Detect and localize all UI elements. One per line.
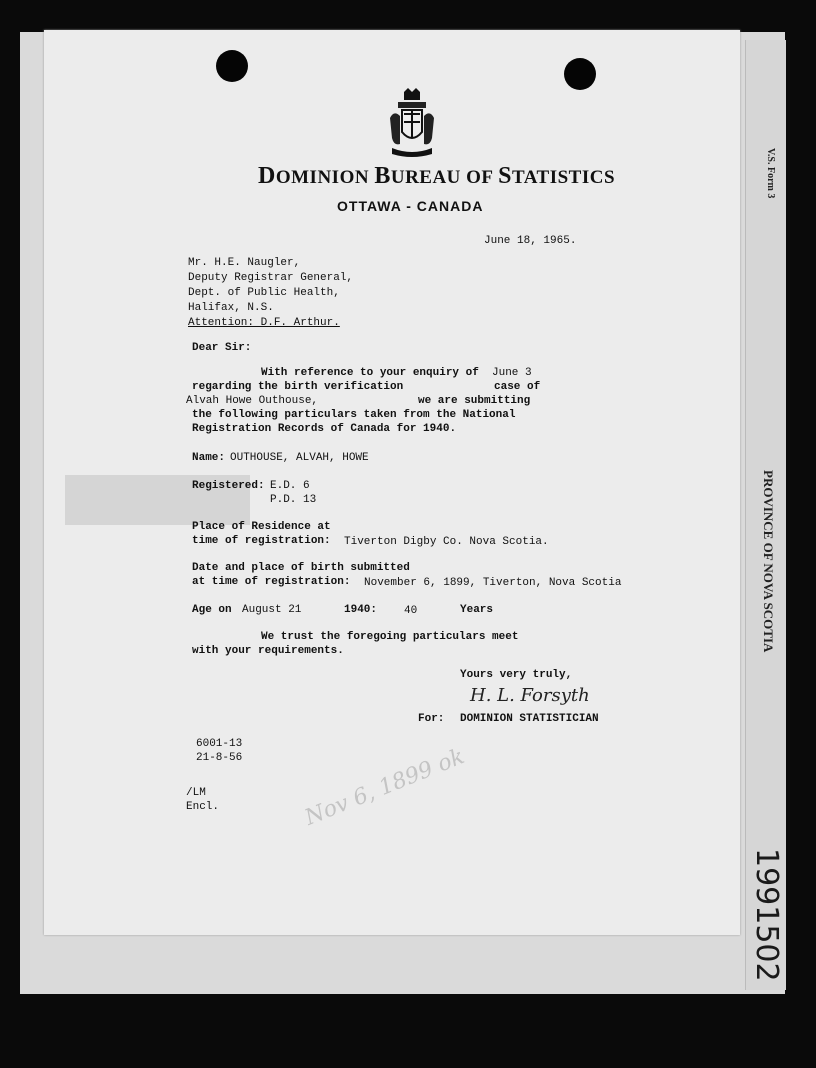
birth-label: Date and place of birth submitted: [192, 562, 410, 574]
subject-name: Alvah Howe Outhouse,: [186, 395, 319, 407]
letter-date: June 18, 1965.: [484, 235, 577, 247]
typist-initials: /LM: [186, 787, 206, 799]
for-label: For:: [418, 713, 445, 725]
signatory: DOMINION STATISTICIAN: [460, 713, 599, 725]
body-text: regarding the birth verification: [192, 381, 404, 393]
age-date: August 21: [242, 604, 302, 616]
closing-text: We trust the foregoing particulars meet: [261, 631, 519, 643]
age-label: Age on: [192, 604, 232, 616]
age-value: 40: [404, 605, 418, 617]
body-text: we are submitting: [418, 395, 531, 407]
signature: H. L. Forsyth: [470, 685, 590, 706]
ed-value: E.D. 6: [270, 480, 310, 492]
body-text: the following particulars taken from the National: [192, 409, 516, 421]
file-number-handwritten: 1991502: [749, 848, 784, 982]
recipient-line: Halifax, N.S.: [188, 302, 274, 314]
punch-hole: [564, 58, 596, 90]
age-unit: Years: [460, 604, 494, 616]
body-text: Registration Records of Canada for 1940.: [192, 423, 457, 435]
coat-of-arms-icon: [388, 88, 436, 158]
valediction: Yours very truly,: [460, 669, 573, 681]
recipient-line: Mr. H.E. Naugler,: [188, 257, 301, 269]
recipient-line: Dept. of Public Health,: [188, 287, 340, 299]
form-number: V.S. Form 3: [765, 148, 776, 199]
birth-label: at time of registration:: [192, 576, 351, 588]
reference-number: 6001-13: [196, 738, 243, 750]
handwritten-note: Nov 6, 1899 ok: [301, 744, 468, 831]
salutation: Dear Sir:: [192, 342, 252, 354]
name-label: Name:: [192, 452, 226, 464]
body-text: With reference to your enquiry of: [261, 367, 479, 379]
letterhead-location: OTTAWA - CANADA: [337, 198, 484, 214]
closing-text: with your requirements.: [192, 645, 344, 657]
registered-label: Registered:: [192, 480, 265, 492]
age-year: 1940:: [344, 604, 378, 616]
birth-value: November 6, 1899, Tiverton, Nova Scotia: [364, 577, 622, 589]
punch-hole: [216, 50, 248, 82]
residence-label: Place of Residence at: [192, 521, 331, 533]
province-label: PROVINCE OF NOVA SCOTIA: [761, 470, 776, 653]
reference-number: 21-8-56: [196, 752, 243, 764]
body-text: case of: [494, 381, 541, 393]
name-value: OUTHOUSE, ALVAH, HOWE: [230, 452, 369, 464]
pd-value: P.D. 13: [270, 494, 317, 506]
residence-label: time of registration:: [192, 535, 331, 547]
residence-value: Tiverton Digby Co. Nova Scotia.: [344, 536, 549, 548]
recipient-line: Deputy Registrar General,: [188, 272, 354, 284]
enclosure-note: Encl.: [186, 801, 220, 813]
attention-line: Attention: D.F. Arthur.: [188, 317, 340, 329]
enquiry-date: June 3: [492, 367, 532, 379]
letterhead-title: DOMINION BUREAU OF STATISTICS: [258, 163, 616, 189]
form-margin-strip: [745, 40, 786, 990]
